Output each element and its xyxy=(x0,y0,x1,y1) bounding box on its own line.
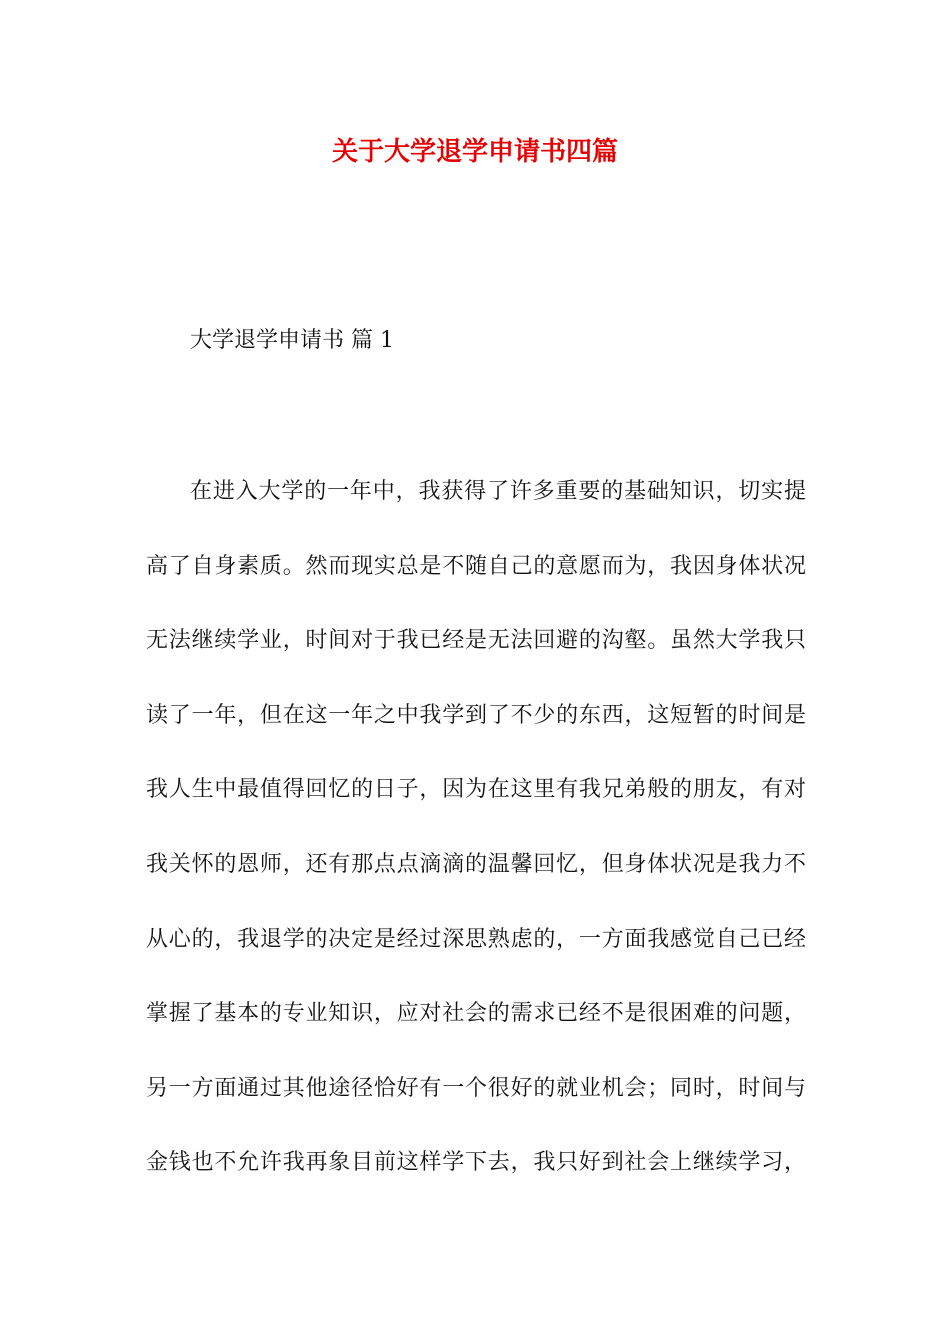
paragraph-line: 另一方面通过其他途径恰好有一个很好的就业机会；同时，时间与 xyxy=(146,1075,806,1101)
paragraph-line: 从心的，我退学的决定是经过深思熟虑的，一方面我感觉自己已经 xyxy=(146,926,806,952)
paragraph-line: 在进入大学的一年中，我获得了许多重要的基础知识，切实提 xyxy=(190,479,806,504)
paragraph-line: 我人生中最值得回忆的日子，因为在这里有我兄弟般的朋友，有对 xyxy=(146,777,806,803)
paragraph-line: 读了一年，但在这一年之中我学到了不少的东西，这短暂的时间是 xyxy=(146,702,806,728)
document-title: 关于大学退学申请书四篇 xyxy=(331,137,618,167)
paragraph-line: 金钱也不允许我再象目前这样学下去，我只好到社会上继续学习， xyxy=(146,1150,806,1176)
paragraph-line: 掌握了基本的专业知识，应对社会的需求已经不是很困难的问题， xyxy=(146,1001,806,1027)
paragraph-line: 我关怀的恩师，还有那点点滴滴的温馨回忆，但身体状况是我力不 xyxy=(146,851,806,877)
section-heading: 大学退学申请书 篇 1 xyxy=(190,328,394,353)
paragraph-line: 高了自身素质。然而现实总是不随自己的意愿而为，我因身体状况 xyxy=(146,553,806,579)
paragraph xyxy=(146,474,806,1220)
paragraph-line: 无法继续学业，时间对于我已经是无法回避的沟壑。虽然大学我只 xyxy=(146,628,806,654)
